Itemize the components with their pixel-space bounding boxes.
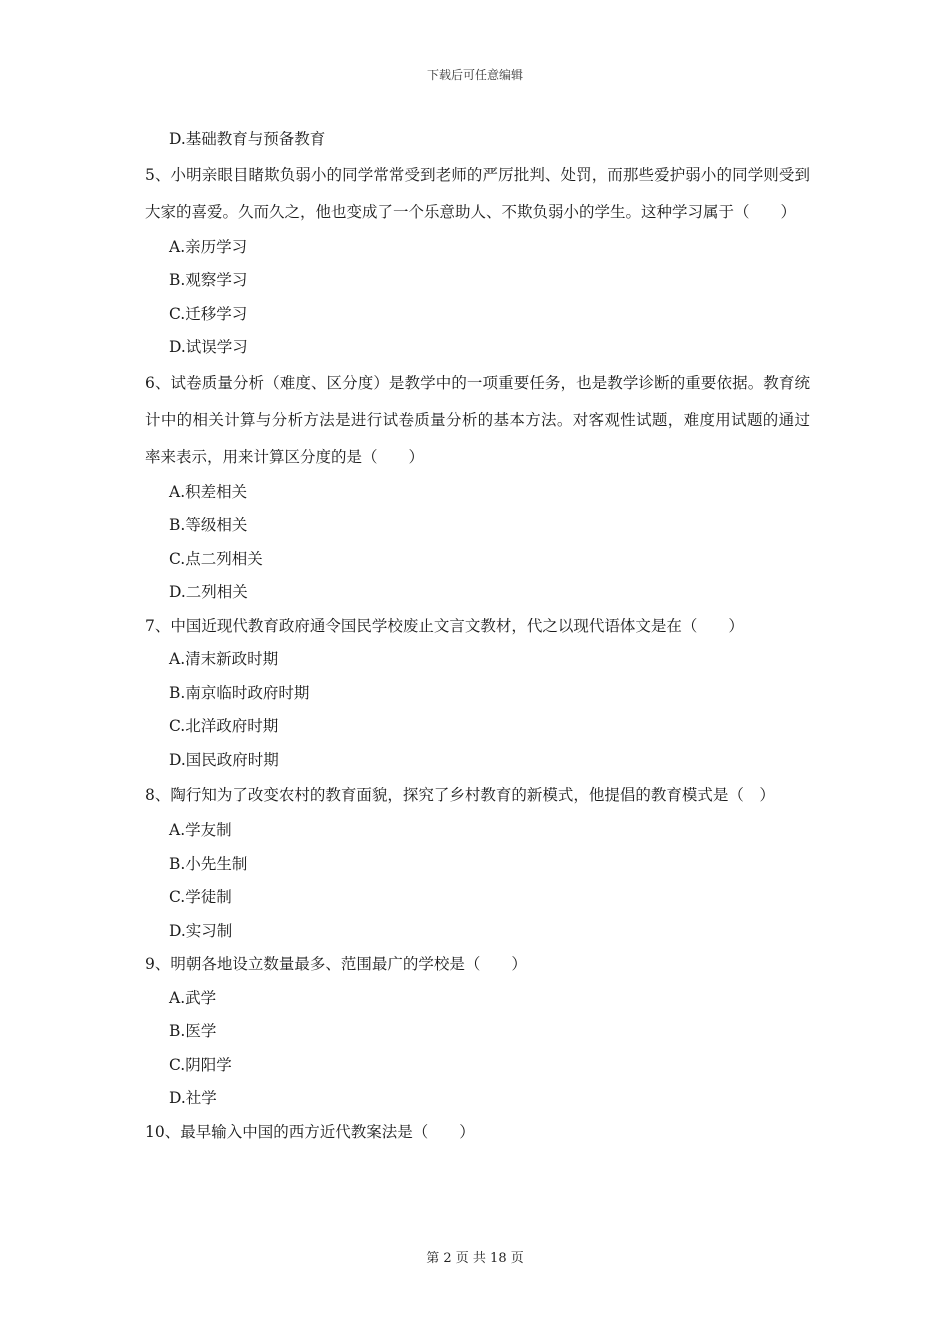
option-9-d: D.社学 bbox=[169, 1089, 217, 1107]
option-7-b: B.南京临时政府时期 bbox=[169, 683, 310, 702]
option-5-d: D.试误学习 bbox=[169, 338, 248, 356]
option-6-c: C.点二列相关 bbox=[169, 549, 263, 568]
option-8-b: B.小先生制 bbox=[169, 854, 248, 873]
option-8-c: C.学徒制 bbox=[169, 888, 232, 906]
option-8-d: D.实习制 bbox=[169, 921, 233, 940]
option-9-b: B.医学 bbox=[169, 1022, 217, 1040]
question-7: 7、中国近现代教育政府通令国民学校废止文言文教材，代之以现代语体文是在（ ） bbox=[145, 616, 744, 635]
option-7-d: D.国民政府时期 bbox=[169, 750, 279, 769]
option-9-a: A.武学 bbox=[169, 988, 217, 1007]
question-8: 8、陶行知为了改变农村的教育面貌，探究了乡村教育的新模式，他提倡的教育模式是（ ） bbox=[145, 786, 775, 804]
option-7-a: A.清末新政时期 bbox=[169, 650, 279, 668]
option-5-a: A.亲历学习 bbox=[169, 237, 248, 256]
option-5-c: C.迁移学习 bbox=[169, 304, 248, 323]
option-6-d: D.二列相关 bbox=[169, 583, 248, 601]
option-9-c: C.阴阳学 bbox=[169, 1055, 232, 1074]
option-7-c: C.北洋政府时期 bbox=[169, 717, 279, 735]
page-header: 下载后可任意编辑 bbox=[426, 68, 523, 82]
document-body bbox=[145, 123, 810, 1149]
option-6-b: B.等级相关 bbox=[169, 516, 248, 534]
page-footer: 第 2 页 共 18 页 bbox=[426, 1251, 524, 1266]
question-10: 10、最早输入中国的西方近代教案法是（ ） bbox=[145, 1122, 475, 1141]
option-5-b: B.观察学习 bbox=[169, 271, 248, 289]
question-5: 5、小明亲眼目睹欺负弱小的同学常常受到老师的严厉批判、处罚，而那些爱护弱小的同学则受到大家的喜爱。久而久之，他也变成了一个乐意助人、不欺负弱小的学生。这种学习属于（ ） bbox=[145, 165, 810, 221]
option-8-a: A.学友制 bbox=[169, 821, 232, 839]
question-9: 9、明朝各地设立数量最多、范围最广的学校是（ ） bbox=[145, 955, 527, 973]
question-6: 6、试卷质量分析（难度、区分度）是教学中的一项重要任务，也是教学诊断的重要依据。教育统计中的相关计算与分析方法是进行试卷质量分析的基本方法。对客观性试题，难度用试题的通过率来表示，用来计算区分度的是（ ） bbox=[145, 373, 810, 466]
option-6-a: A.积差相关 bbox=[169, 482, 248, 501]
option-4-d: D.基础教育与预备教育 bbox=[169, 130, 326, 148]
